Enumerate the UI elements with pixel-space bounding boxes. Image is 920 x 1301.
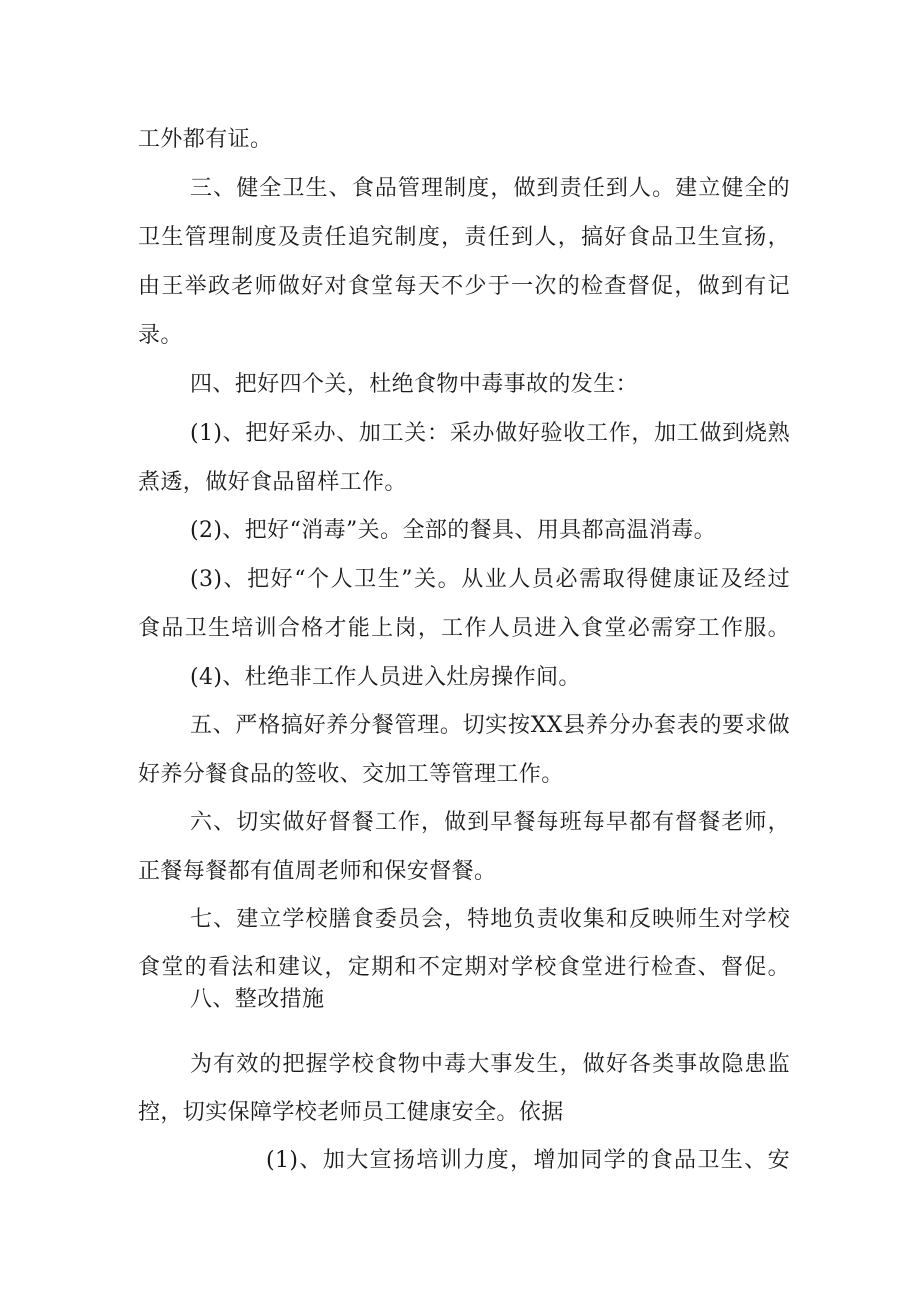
text-line: 食品卫生培训合格才能上岗，工作人员进入食堂必需穿工作服。 xyxy=(138,616,790,641)
text-line: 四、把好四个关，杜绝食物中毒事故的发生： xyxy=(190,372,639,397)
text-line: 录。 xyxy=(138,323,183,348)
text-line: (1)、加大宣扬培训力度，增加同学的食品卫生、安 xyxy=(266,1148,790,1173)
section-heading: 八、整改措施 xyxy=(190,987,325,1012)
text-line: 控，切实保障学校老师员工健康安全。依据 xyxy=(138,1100,564,1125)
text-line: 五、严格搞好养分餐管理。切实按XX县养分办套表的要求做 xyxy=(190,713,790,738)
text-line: 由王举政老师做好对食堂每天不少于一次的检查督促，做到有记 xyxy=(138,274,790,299)
text-line: 七、建立学校膳食委员会，特地负责收集和反映师生对学校 xyxy=(190,907,790,932)
text-line: 食堂的看法和建议，定期和不定期对学校食堂进行检查、督促。 xyxy=(138,955,790,980)
text-line: (1)、把好采办、加工关：采办做好验收工作，加工做到烧熟 xyxy=(190,421,790,446)
text-line: 正餐每餐都有值周老师和保安督餐。 xyxy=(138,859,497,884)
text-line: 为有效的把握学校食物中毒大事发生，做好各类事故隐患监 xyxy=(190,1052,790,1077)
text-line: 六、切实做好督餐工作，做到早餐每班每早都有督餐老师， xyxy=(190,810,790,835)
text-line: 三、健全卫生、食品管理制度，做到责任到人。建立健全的 xyxy=(190,176,790,201)
text-line: (2)、把好“消毒”关。全部的餐具、用具都高温消毒。 xyxy=(190,518,717,543)
text-line: (3)、把好“个人卫生”关。从业人员必需取得健康证及经过 xyxy=(190,567,790,592)
text-line: 卫生管理制度及责任追究制度，责任到人，搞好食品卫生宣扬， xyxy=(138,225,790,250)
text-line: 工外都有证。 xyxy=(138,127,273,152)
text-line: (4)、杜绝非工作人员进入灶房操作间。 xyxy=(190,665,581,690)
text-line: 煮透，做好食品留样工作。 xyxy=(138,470,407,495)
text-line: 好养分餐食品的签收、交加工等管理工作。 xyxy=(138,762,564,787)
